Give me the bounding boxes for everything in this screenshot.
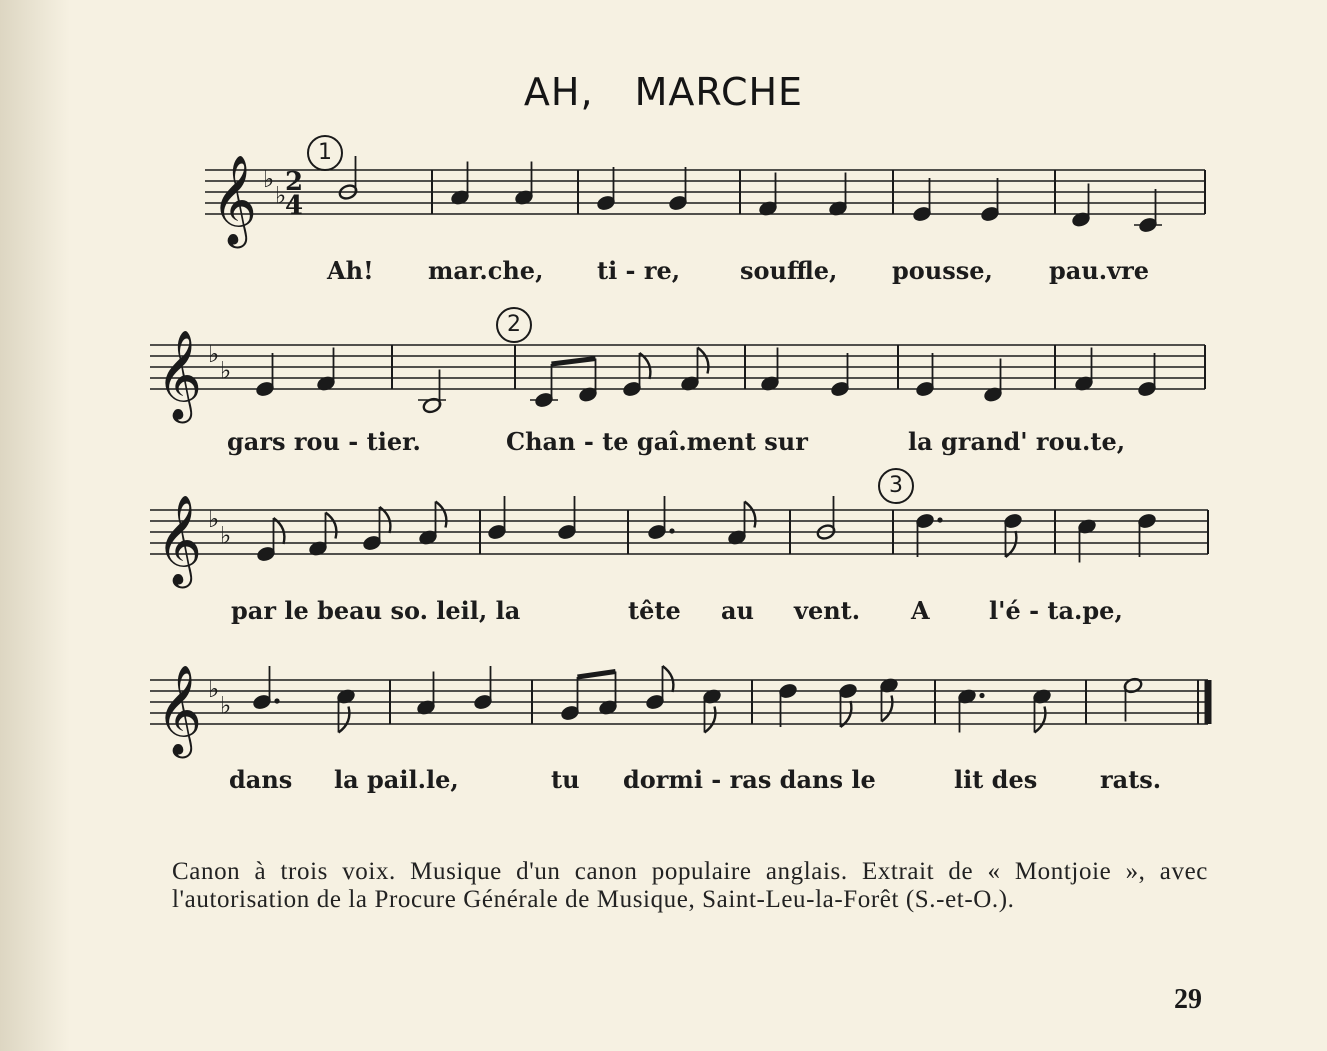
augmentation-dot — [274, 698, 279, 703]
treble-clef-icon: 𝄞 — [156, 665, 203, 755]
time-signature-bottom: 4 — [285, 191, 304, 221]
lyric-syllable: gars rou - tier. — [227, 427, 421, 456]
lyric-syllable: souffle, — [740, 256, 838, 285]
voice-marker-2: 2 — [496, 307, 532, 343]
lyric-syllable: par le beau so. leil, la — [231, 596, 521, 625]
note-flag — [1006, 531, 1017, 557]
lyric-syllable: tête — [628, 596, 681, 625]
note-flag — [841, 701, 852, 727]
flat-sign-icon: ♭ — [220, 691, 232, 720]
note-flag — [1035, 707, 1046, 733]
treble-clef-icon: 𝄞 — [211, 155, 258, 245]
note-beam — [552, 359, 596, 365]
flat-sign-icon: ♭ — [208, 340, 220, 368]
note-flag — [745, 502, 756, 528]
note-flag — [380, 507, 391, 533]
note-flag — [274, 518, 285, 544]
page-number: 29 — [1174, 984, 1202, 1015]
lyric-syllable: vent. — [794, 596, 861, 625]
lyric-syllable: dans — [229, 765, 293, 794]
lyric-syllable: tu — [551, 765, 580, 794]
lyric-syllable: la pail.le, — [334, 765, 459, 794]
lyric-syllable: l'é - ta.pe, — [989, 596, 1123, 625]
flat-sign-icon: ♭ — [275, 181, 287, 210]
note-flag — [698, 348, 709, 374]
voice-marker-3: 3 — [878, 468, 914, 504]
footnote-credit: Canon à trois voix. Musique d'un canon populaire anglais. Extrait de « Montjoie », avec l'autorisation de la Procure Générale de Musique, Saint-Leu-la-Forêt (S.-et-O.). — [172, 858, 1208, 913]
music-staff-3 — [0, 480, 1327, 600]
song-title: AH, MARCHE — [523, 70, 804, 114]
lyric-syllable: au — [721, 596, 754, 625]
note-flag — [326, 513, 337, 539]
time-signature-top: 2 — [285, 167, 304, 197]
music-staff-2 — [0, 315, 1327, 435]
voice-marker-1: 1 — [307, 135, 343, 171]
lyric-syllable: Ah! — [327, 256, 374, 285]
lyric-syllable: la grand' rou.te, — [908, 427, 1126, 456]
lyric-syllable: lit des — [954, 765, 1038, 794]
lyric-syllable: A — [911, 596, 930, 625]
note-beam — [578, 672, 616, 678]
note-flag — [436, 502, 447, 528]
note-flag — [640, 353, 651, 379]
lyric-syllable: ti - re, — [597, 256, 681, 285]
lyric-syllable: dormi - ras dans le — [623, 765, 876, 794]
flat-sign-icon: ♭ — [208, 675, 220, 703]
flat-sign-icon: ♭ — [263, 165, 275, 193]
lyric-syllable: Chan - te gaî.ment sur — [506, 427, 808, 456]
music-staff-1 — [0, 140, 1327, 260]
treble-clef-icon: 𝄞 — [156, 330, 203, 420]
flat-sign-icon: ♭ — [220, 356, 232, 385]
note-flag — [663, 666, 674, 692]
lyric-syllable: pau.vre — [1049, 256, 1149, 285]
lyric-syllable: pousse, — [892, 256, 993, 285]
note-flag — [882, 696, 893, 722]
augmentation-dot — [979, 693, 984, 698]
music-staff-4 — [0, 650, 1327, 770]
note-flag — [339, 707, 350, 733]
treble-clef-icon: 𝄞 — [156, 495, 203, 585]
flat-sign-icon: ♭ — [220, 521, 232, 550]
augmentation-dot — [669, 528, 674, 533]
augmentation-dot — [937, 517, 942, 522]
flat-sign-icon: ♭ — [208, 505, 220, 533]
note-flag — [705, 707, 716, 733]
lyric-syllable: rats. — [1100, 765, 1162, 794]
lyric-syllable: mar.che, — [428, 256, 544, 285]
